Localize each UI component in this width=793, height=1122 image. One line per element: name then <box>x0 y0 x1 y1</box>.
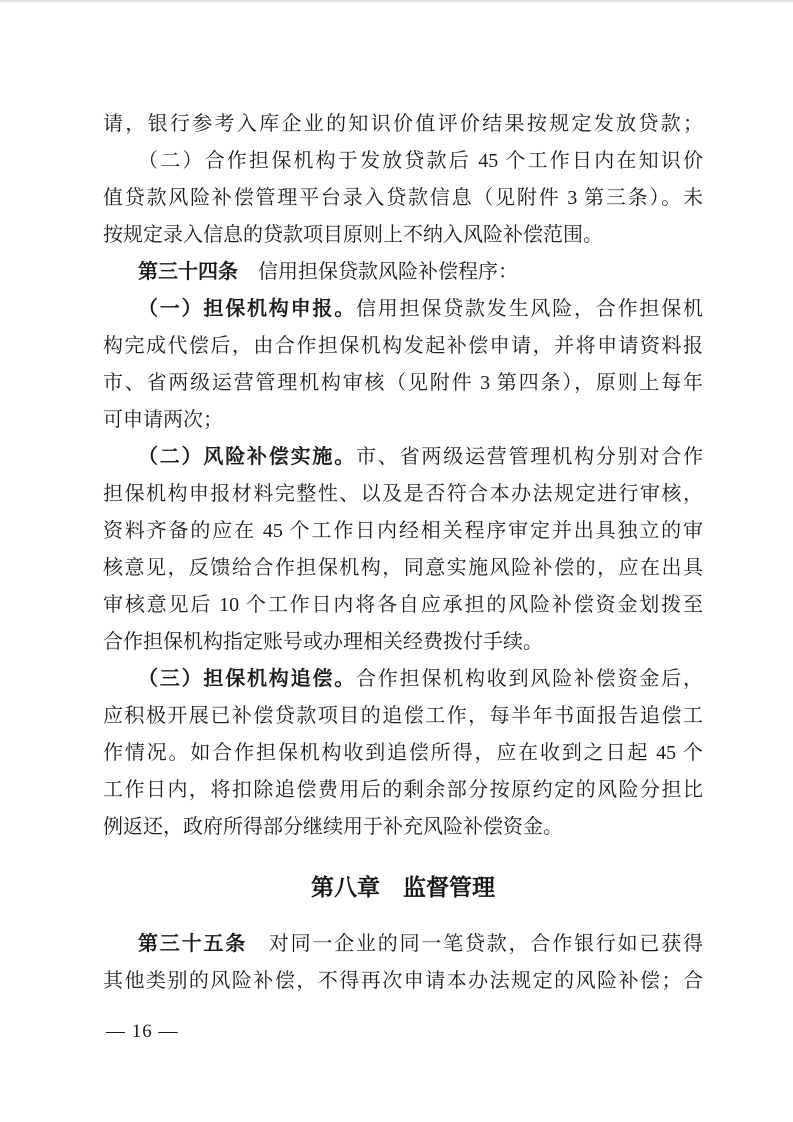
text-line <box>103 291 703 328</box>
text-run: 信用担保贷款风险补偿程序： <box>238 261 518 283</box>
text-line <box>103 809 703 846</box>
text-run: 资料齐备的应在 45 个工作日内经相关程序审定并出具独立的审 <box>103 520 703 542</box>
text-run: 工作日内，将扣除追偿费用后的剩余部分按原约定的风险分担比 <box>103 779 703 801</box>
text-run: 其他类别的风险补偿，不得再次申请本办法规定的风险补偿；合 <box>103 970 703 992</box>
text-run: 市、省两级运营管理机构分别对合作 <box>356 446 703 468</box>
text-run: 可申请两次； <box>103 409 223 431</box>
chapter-heading <box>103 869 703 906</box>
text-line <box>103 365 703 402</box>
text-line <box>103 328 703 365</box>
text-line <box>103 624 703 661</box>
text-run: 市、省两级运营管理机构审核（见附件 3 第四条），原则上每年 <box>103 372 703 394</box>
bold-text-run: 第三十四条 <box>138 261 238 283</box>
text-line <box>103 439 703 476</box>
page-number: — 16 — <box>106 1021 179 1042</box>
text-run: 值贷款风险补偿管理平台录入贷款信息（见附件 3 第三条）。未 <box>103 187 703 209</box>
text-run: 例返还，政府所得部分继续用于补充风险补偿资金。 <box>103 816 563 838</box>
bold-text-run: 第八章 监督管理 <box>311 874 495 900</box>
text-line <box>103 402 703 439</box>
text-line <box>103 143 703 180</box>
bold-text-run: （一）担保机构申报。 <box>138 298 356 320</box>
text-line <box>103 106 703 143</box>
text-line <box>103 772 703 809</box>
text-line <box>103 180 703 217</box>
text-run: 核意见，反馈给合作担保机构，同意实施风险补偿的，应在出具 <box>103 557 703 579</box>
text-line <box>103 698 703 735</box>
bold-text-run: （二）风险补偿实施。 <box>138 446 356 468</box>
text-run: 信用担保贷款发生风险，合作担保机 <box>356 298 703 320</box>
text-line <box>103 550 703 587</box>
text-run: 构完成代偿后，由合作担保机构发起补偿申请，并将申请资料报 <box>103 335 703 357</box>
text-run: 对同一企业的同一笔贷款，合作银行如已获得 <box>247 933 703 955</box>
text-run: 担保机构申报材料完整性、以及是否符合本办法规定进行审核， <box>103 483 703 505</box>
document-body <box>103 106 703 1000</box>
text-line <box>103 254 703 291</box>
text-line <box>103 661 703 698</box>
text-line <box>103 735 703 772</box>
text-run: 请，银行参考入库企业的知识价值评价结果按规定发放贷款； <box>103 113 703 135</box>
text-run: 按规定录入信息的贷款项目原则上不纳入风险补偿范围。 <box>103 224 603 246</box>
scan-edge-line <box>0 0 793 2</box>
text-line <box>103 587 703 624</box>
text-run: （二）合作担保机构于发放贷款后 45 个工作日内在知识价 <box>138 150 703 172</box>
text-run: 应积极开展已补偿贷款项目的追偿工作，每半年书面报告追偿工 <box>103 705 703 727</box>
text-run: 合作担保机构指定账号或办理相关经费拨付手续。 <box>103 631 543 653</box>
text-line <box>103 926 703 963</box>
text-line <box>103 217 703 254</box>
text-line <box>103 963 703 1000</box>
text-line <box>103 513 703 550</box>
text-run: 作情况。如合作担保机构收到追偿所得，应在收到之日起 45 个 <box>103 742 703 764</box>
text-line <box>103 476 703 513</box>
bold-text-run: 第三十五条 <box>138 933 247 955</box>
text-run: 合作担保机构收到风险补偿资金后， <box>356 668 703 690</box>
bold-text-run: （三）担保机构追偿。 <box>138 668 356 690</box>
text-run: 审核意见后 10 个工作日内将各自应承担的风险补偿资金划拨至 <box>103 594 703 616</box>
